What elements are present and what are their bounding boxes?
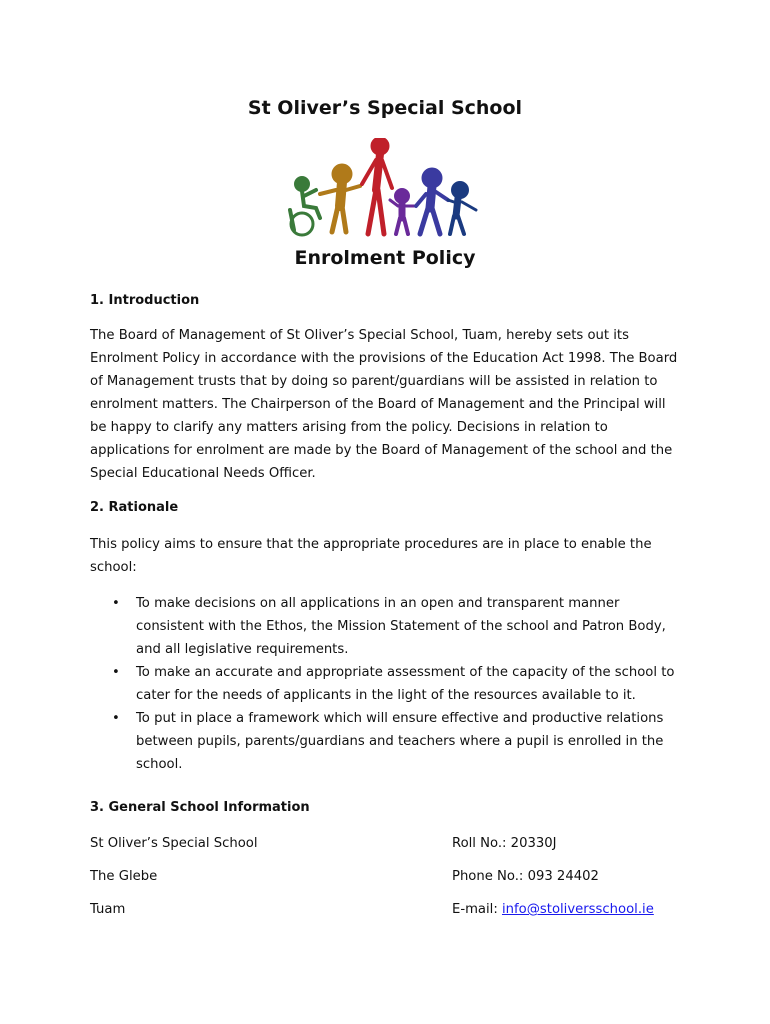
rationale-paragraph: This policy aims to ensure that the appropriate procedures are in place to enable the school:: [90, 537, 652, 575]
list-item: • To put in place a framework which will ensure effective and productive relations between pupils, parents/guardians and teachers where a pupil is enrolled in the school.: [90, 707, 680, 776]
document-title: St Oliver’s Special School: [247, 97, 523, 119]
section-heading-introduction: 1. Introduction: [90, 293, 200, 308]
list-item: • To make decisions on all applications in an open and transparent manner consistent with the Ethos, the Mission Statement of the school and Patron Body, and all legislative requirements.: [90, 592, 680, 661]
school-name: St Oliver’s Special School: [90, 836, 258, 851]
document-subtitle: Enrolment Policy: [294, 247, 476, 269]
school-address-line: The Glebe: [90, 869, 158, 884]
email-label: E-mail:: [452, 902, 502, 917]
list-item: • To make an accurate and appropriate assessment of the capacity of the school to cater for the needs of applicants in the light of the resources available to it.: [90, 661, 680, 707]
section-heading-rationale: 2. Rationale: [90, 500, 179, 515]
family-figures-logo-icon: [280, 138, 490, 242]
section-heading-general-info: 3. General School Information: [90, 800, 310, 815]
introduction-paragraph: The Board of Management of St Oliver’s Special School, Tuam, hereby sets out its Enrolment Policy in accordance with the provisions of the Education Act 1998. The Board of Management trusts that by doing so parent/guardians will be assisted in relation to enrolment matters. The Chairperson of the Board of Management and the Principal will be happy to clarify any matters arising from the policy. Decisions in relation to applications for enrolment are made by the Board of Management of the school and the Special Educational Needs Officer.: [90, 328, 678, 481]
phone-number: Phone No.: 093 24402: [452, 869, 599, 884]
email-link[interactable]: info@stoliversschool.ie: [501, 902, 654, 917]
email-row: [452, 898, 654, 921]
rationale-bullet-list: [90, 592, 680, 776]
school-town: Tuam: [90, 902, 126, 917]
roll-number: Roll No.: 20330J: [452, 836, 557, 851]
